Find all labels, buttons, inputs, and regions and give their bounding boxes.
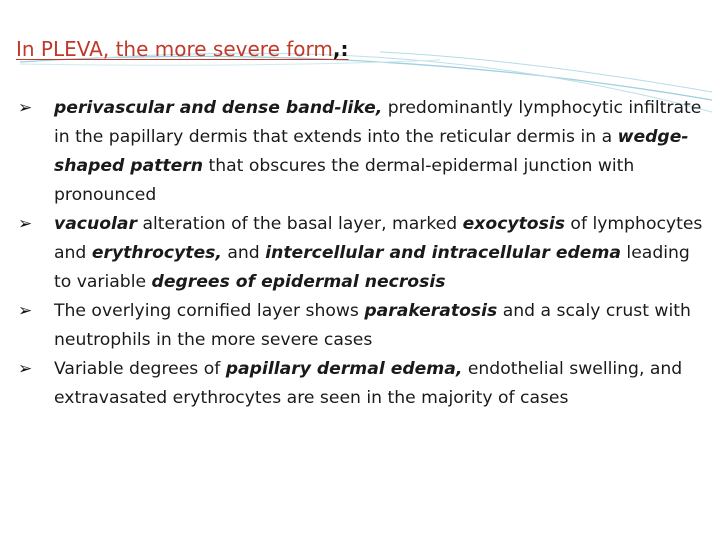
body-text: of lymphocytes and [54, 214, 703, 263]
arrow-bullet-icon: ➢ [18, 301, 33, 321]
slide-title-text: In PLEVA, the more severe form [16, 37, 333, 61]
emphasis-text: papillary dermal edema, [225, 359, 463, 379]
bullet-item [18, 297, 708, 355]
emphasis-text: degrees of epidermal necrosis [151, 272, 446, 292]
body-text: that obscures the dermal-epidermal junction with pronounced [54, 156, 635, 205]
emphasis-text: intercellular and intracellular edema [265, 243, 621, 263]
emphasis-text: parakeratosis [364, 301, 498, 321]
body-text: predominantly lymphocytic infiltrate in the papillary dermis that extends into the reticular dermis in a [54, 98, 702, 147]
arrow-bullet-icon: ➢ [18, 359, 33, 379]
emphasis-text: erythrocytes, [91, 243, 222, 263]
bullet-item [18, 210, 708, 297]
emphasis-text: vacuolar [54, 214, 138, 234]
body-text: and a scaly crust with neutrophils in the more severe cases [54, 301, 691, 350]
swoosh-line-3 [380, 52, 712, 92]
body-text: endothelial swelling, and extravasated erythrocytes are seen in the majority of cases [54, 359, 683, 408]
bullet-item [18, 355, 708, 413]
body-text: alteration of the basal layer, marked [137, 214, 463, 234]
arrow-bullet-icon: ➢ [18, 98, 33, 118]
arrow-bullet-icon: ➢ [18, 214, 33, 234]
body-text: leading to variable [54, 243, 690, 292]
bullet-list [18, 94, 708, 413]
bullet-item [18, 94, 708, 210]
emphasis-text: wedge-shaped pattern [54, 127, 689, 176]
body-text: Variable degrees of [54, 359, 226, 379]
emphasis-text: perivascular and dense band-like, [54, 98, 383, 118]
slide-title [16, 36, 348, 62]
body-text: and [221, 243, 266, 263]
body-text: The overlying cornified layer shows [54, 301, 365, 321]
emphasis-text: exocytosis [462, 214, 565, 234]
slide-title-tail: ,: [332, 37, 349, 61]
